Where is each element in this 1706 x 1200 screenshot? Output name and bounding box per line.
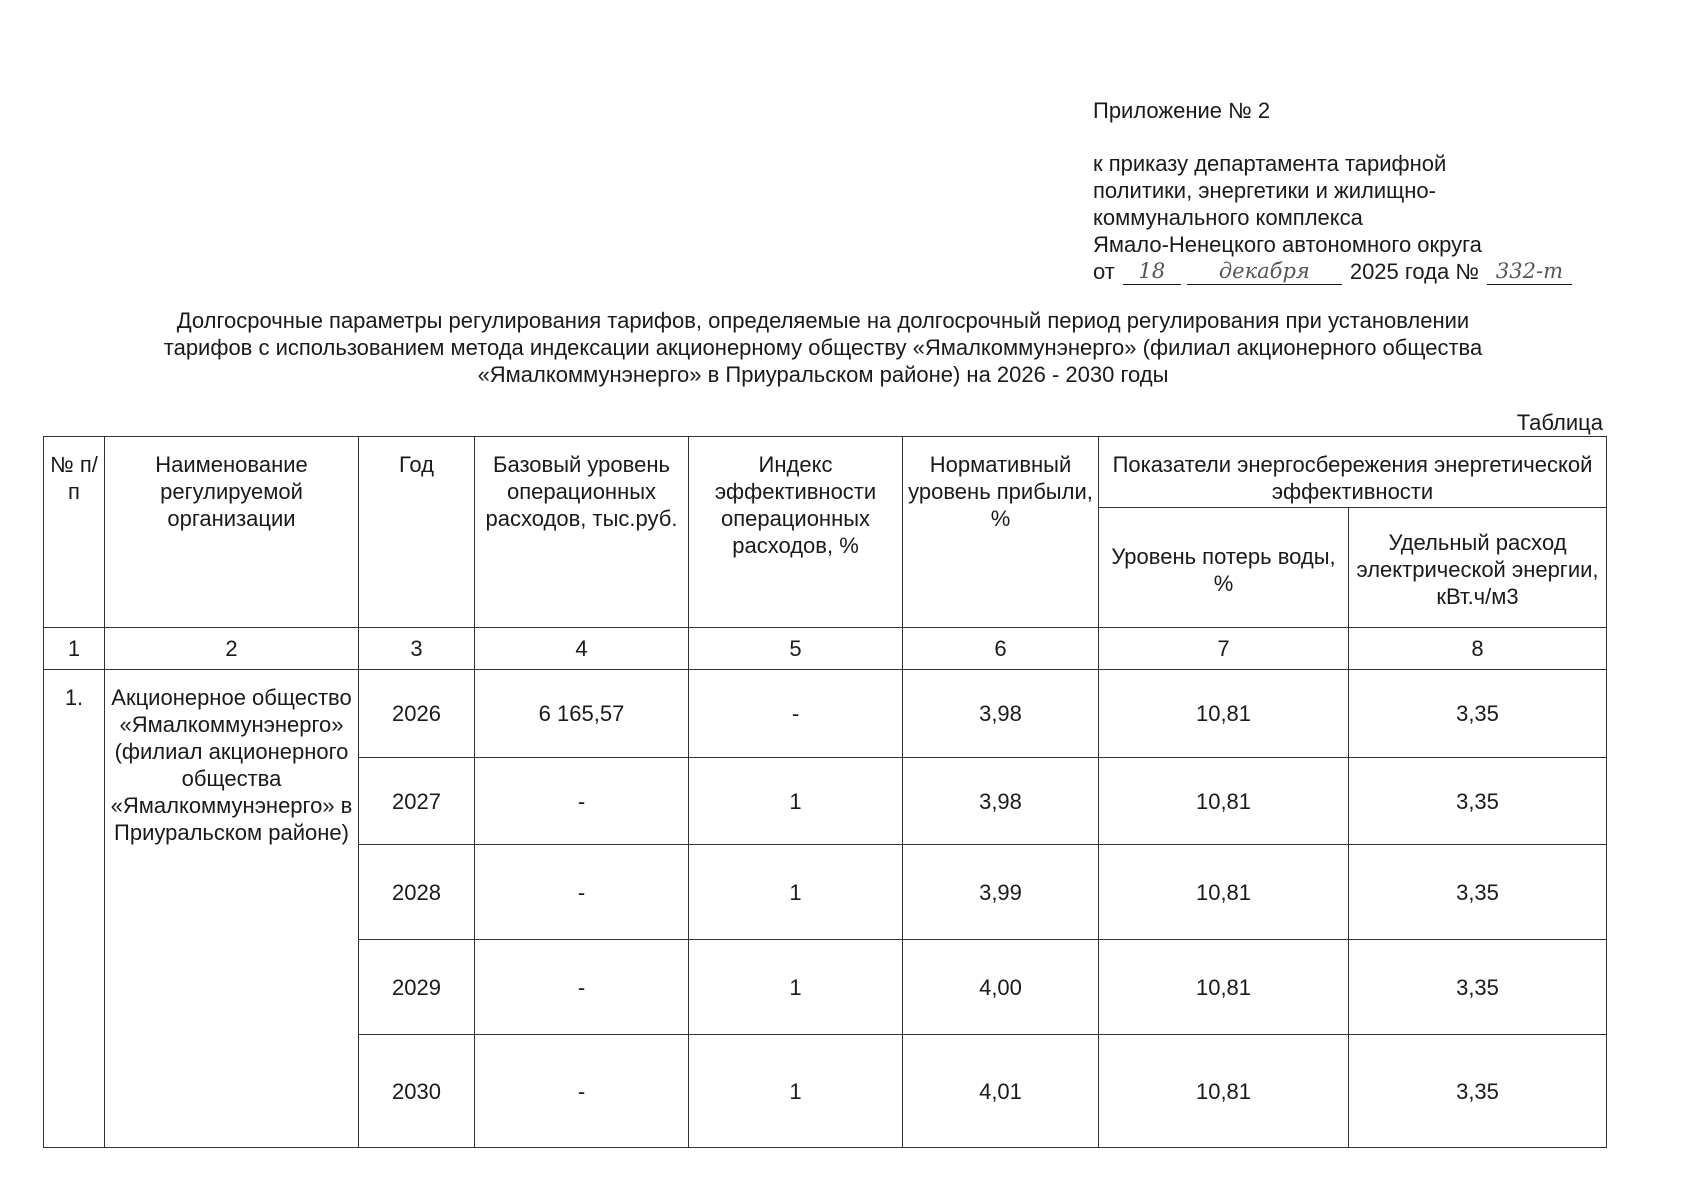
header-profit-level: Нормативный уровень прибыли, %	[903, 437, 1099, 628]
header-org: Наименование регулируемой организации	[105, 437, 359, 628]
cell-specific-power: 3,35	[1349, 758, 1607, 845]
cell-year: 2026	[359, 670, 475, 758]
cell-profit-level: 4,01	[903, 1035, 1099, 1148]
cell-profit-level: 3,99	[903, 845, 1099, 940]
order-prefix: от	[1093, 259, 1115, 284]
header-specific-power: Удельный расход электрической энергии, кВт.ч/м3	[1349, 508, 1607, 628]
document-title-line: «Ямалкоммунэнерго» в Приуральском районе) на 2026 - 2030 годы	[477, 362, 1169, 387]
column-number: 8	[1349, 628, 1607, 670]
cell-profit-level: 3,98	[903, 758, 1099, 845]
header-energy-group: Показатели энергосбережения энергетической эффективности	[1099, 437, 1607, 508]
cell-specific-power: 3,35	[1349, 845, 1607, 940]
annex-title: Приложение № 2	[1093, 98, 1271, 123]
cell-base-opex: -	[475, 1035, 689, 1148]
header-water-loss: Уровень потерь воды, %	[1099, 508, 1349, 628]
cell-year: 2030	[359, 1035, 475, 1148]
cell-water-loss: 10,81	[1099, 758, 1349, 845]
cell-year: 2029	[359, 940, 475, 1035]
annex-line: политики, энергетики и жилищно-	[1093, 178, 1436, 203]
cell-base-opex: -	[475, 758, 689, 845]
cell-profit-level: 3,98	[903, 670, 1099, 758]
document-title-line: тарифов с использованием метода индексации акционерному обществу «Ямалкоммунэнерго» (филиал акционерного общества	[163, 335, 1483, 360]
column-number: 6	[903, 628, 1099, 670]
order-month-handwritten: декабря	[1187, 260, 1342, 285]
cell-efficiency-index: -	[689, 670, 903, 758]
column-number: 5	[689, 628, 903, 670]
cell-base-opex: 6 165,57	[475, 670, 689, 758]
column-number: 4	[475, 628, 689, 670]
annex-line: к приказу департамента тарифной	[1093, 151, 1447, 176]
cell-water-loss: 10,81	[1099, 670, 1349, 758]
table-caption: Таблица	[1516, 410, 1603, 435]
column-number-row	[44, 628, 1607, 670]
cell-specific-power: 3,35	[1349, 940, 1607, 1035]
column-number: 3	[359, 628, 475, 670]
cell-base-opex: -	[475, 845, 689, 940]
cell-specific-power: 3,35	[1349, 1035, 1607, 1148]
parameters-table	[43, 436, 1607, 1148]
cell-base-opex: -	[475, 940, 689, 1035]
header-base-opex: Базовый уровень операционных расходов, тыс.руб.	[475, 437, 689, 628]
cell-water-loss: 10,81	[1099, 1035, 1349, 1148]
header-year: Год	[359, 437, 475, 628]
cell-year: 2028	[359, 845, 475, 940]
table-row	[44, 670, 1607, 758]
cell-specific-power: 3,35	[1349, 670, 1607, 758]
header-num: № п/п	[44, 437, 105, 628]
annex-line: коммунального комплекса	[1093, 205, 1363, 230]
cell-efficiency-index: 1	[689, 1035, 903, 1148]
column-number: 1	[44, 628, 105, 670]
order-number-handwritten: 332-т	[1487, 260, 1572, 285]
cell-profit-level: 4,00	[903, 940, 1099, 1035]
cell-water-loss: 10,81	[1099, 940, 1349, 1035]
cell-year: 2027	[359, 758, 475, 845]
org-number: 1.	[44, 670, 105, 1148]
cell-efficiency-index: 1	[689, 940, 903, 1035]
annex-header	[1093, 97, 1653, 285]
column-number: 7	[1099, 628, 1349, 670]
order-year-text: 2025 года №	[1349, 259, 1479, 284]
order-day-handwritten: 18	[1123, 260, 1181, 285]
column-number: 2	[105, 628, 359, 670]
document-title	[40, 307, 1606, 388]
cell-water-loss: 10,81	[1099, 845, 1349, 940]
annex-line: Ямало-Ненецкого автономного округа	[1093, 232, 1482, 257]
cell-efficiency-index: 1	[689, 845, 903, 940]
org-name: Акционерное общество «Ямалкоммунэнерго» (филиал акционерного общества «Ямалкоммунэнерго» в Приуральском районе)	[105, 670, 359, 1148]
header-efficiency-index: Индекс эффективности операционных расходов, %	[689, 437, 903, 628]
order-date-line	[1093, 258, 1653, 285]
cell-efficiency-index: 1	[689, 758, 903, 845]
document-title-line: Долгосрочные параметры регулирования тарифов, определяемые на долгосрочный период регулирования при установлении	[176, 308, 1470, 333]
